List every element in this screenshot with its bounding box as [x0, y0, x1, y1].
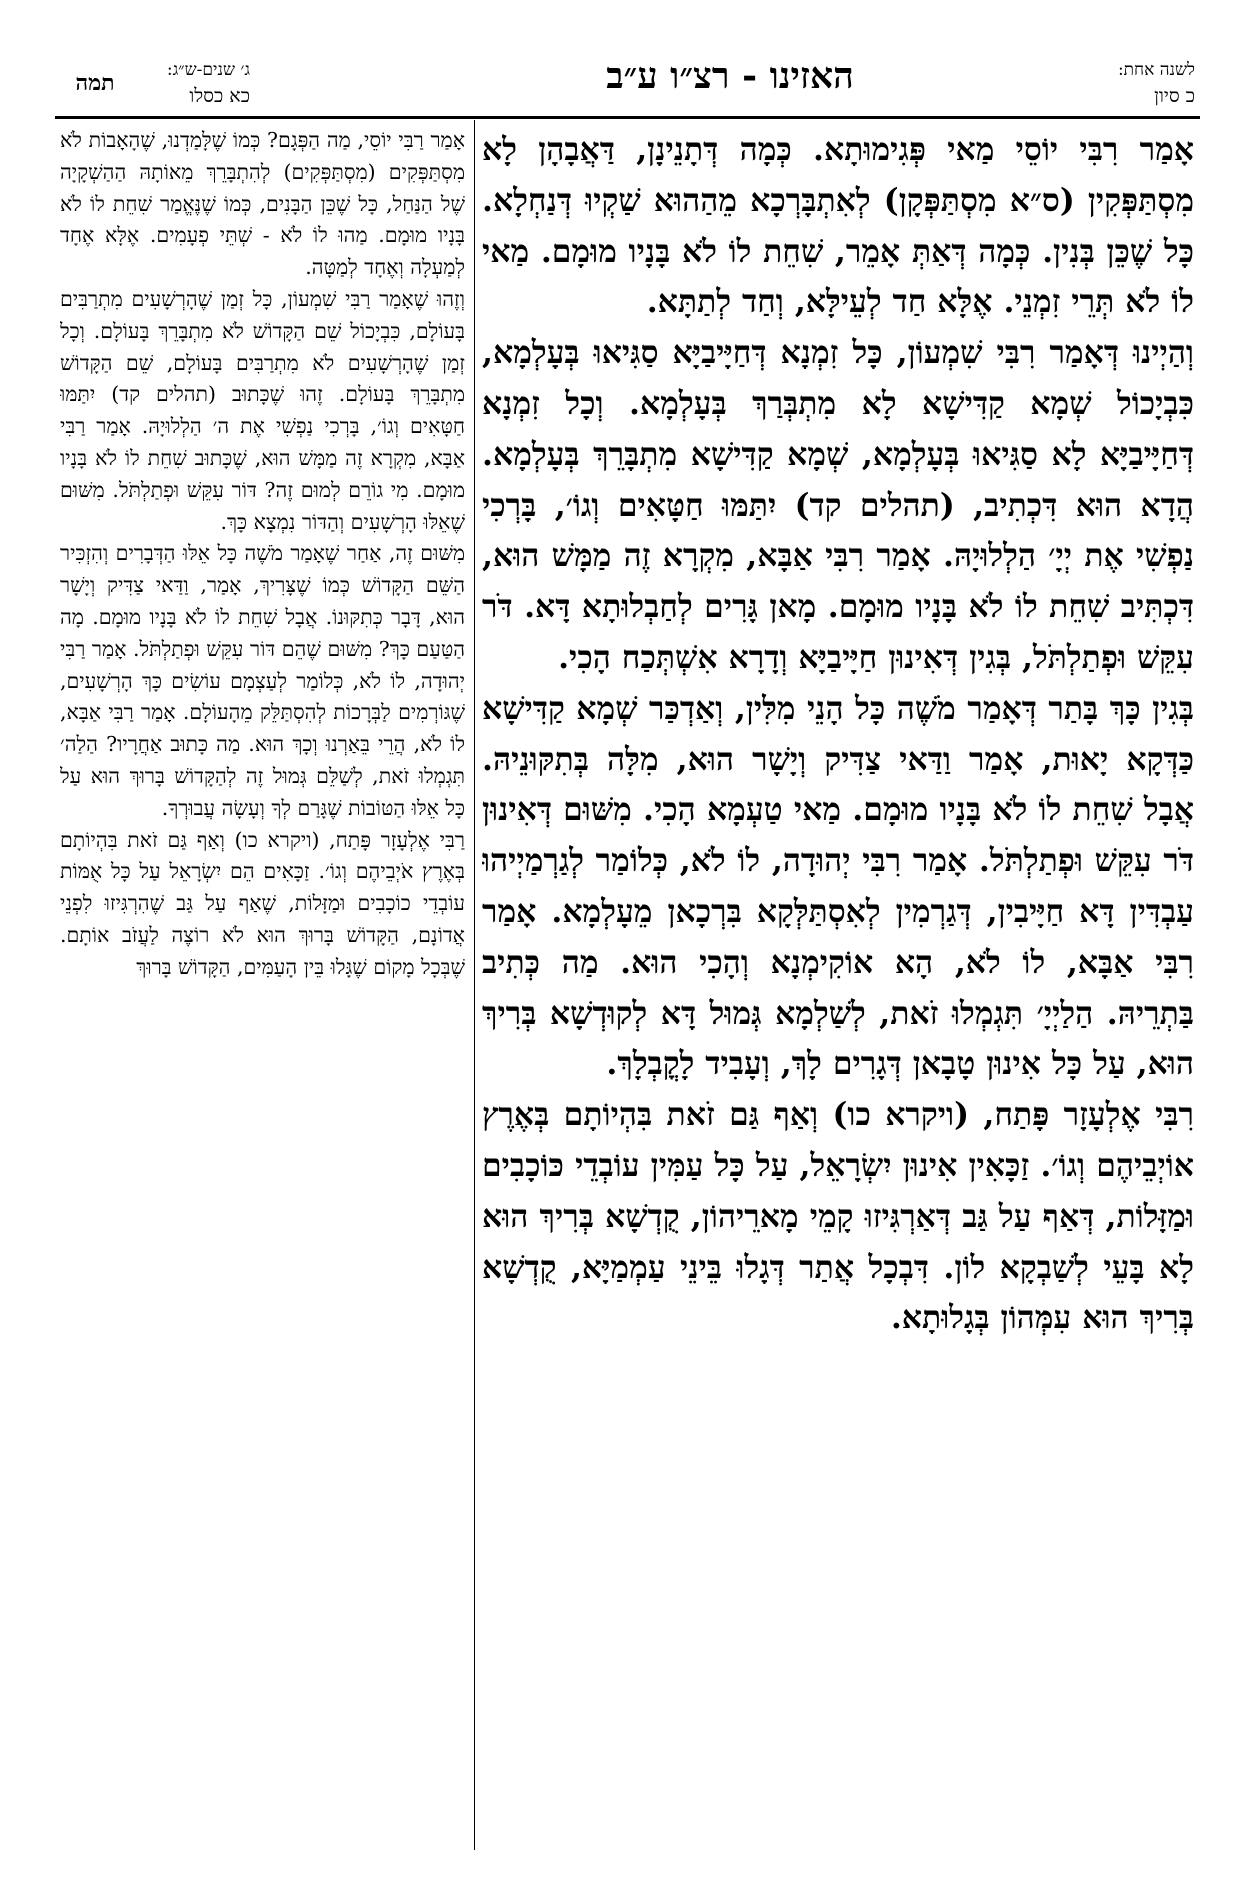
main-paragraph: אָמַר רִבִּי יוֹסֵי מַאי פְּגִימוּתָא. כְּמָה דְּתָנֵינָן, דַּאֲבָהָן לָא מִסְתַּפְּקִין (ס״א מִסְתַּפְּקָן) לְאִתְבָּרְכָא מֵהַהוּא שַׁקְיוּ דְּנַחְלָא. כָּל שֶׁכֵּן בְּנִין. כְּמָה דְּאַתְּ אָמֵר, שִׁחֵת לוֹ לֹא בָּנָיו מוּמָם. מַאי לוֹ לֹא תְּרֵי זִמְנֵי. אֶלָּא חַד לְעֵילָּא, וְחַד לְתַתָּא. — [482, 131, 1194, 321]
header-left-top: ג׳ שנים-ש״ג: — [166, 60, 250, 80]
main-text-column — [482, 125, 1194, 1840]
main-paragraph: בְּגִין כָּךְ בָּתַר דְּאָמַר מֹשֶׁה כָּל הָנֵי מִלִּין, וְאַדְכַּר שְׁמָא קַדִּישָׁא כַּדְּקָא יָאוּת, אָמַר וַדַּאי צַדִּיק וְיָשָׁר הוּא, מִלָּה בְּתִקּוּנֵיהּ. אֲבָל שִׁחֵת לוֹ לֹא בָּנָיו מוּמָם. מַאי טַעְמָא הָכִי. מִשּׁוּם דְּאִינוּן דֹּר עִקֵּשׁ וּפְתַלְתֹּל. אָמַר רִבִּי יְהוּדָה, לוֹ לֹא, כְּלוֹמַר לְגַרְמַיְיהוּ עַבְדִּין דָּא חַיָּיבִין, דְּגַרְמִין לְאִסְתַּלְּקָא בִּרְכָאן מֵעָלְמָא. אָמַר רִבִּי אַבָּא, לוֹ לֹא, הָא אוֹקִימְנָא וְהָכִי הוּא. מַה כְּתִיב בַּתְרֵיהּ. הַלַיְיָ׳ תִּגְמְלוּ זֹאת, לְשַׁלְמָא גְּמוּל דָּא לְקוּדְשָׁא בְּרִיךְ הוּא, עַל כָּל אִינוּן טָבָאן דְּגָרִים לָךְ, וְעָבִיד לָקֳבְלָךְ. — [482, 689, 1194, 1083]
translation-paragraph: וְזֶהוּ שֶׁאָמַר רַבִּי שִׁמְעוֹן, כָּל זְמַן שֶׁהָרְשָׁעִים מִתְרַבִּים בָּעוֹלָם, כִּבְיָכוֹל שֵׁם הַקָּדוֹשׁ לֹא מִתְבָּרֵךְ בָּעוֹלָם. וְכָל זְמַן שֶׁהָרְשָׁעִים לֹא מִתְרַבִּים בָּעוֹלָם, שֵׁם הַקָּדוֹשׁ מִתְבָּרֵךְ בָּעוֹלָם. זֶהוּ שֶׁכָּתוּב (תהלים קד) יִתַּמּוּ חַטָּאִים וְגוֹ׳, בָּרְכִי נַפְשִׁי אֶת ה׳ הַלְלוּיָהּ. אָמַר רַבִּי אַבָּא, מִקְרָא זֶה מַמָּשׁ הוּא, שֶׁכָּתוּב שִׁחֵת לוֹ לֹא בָּנָיו מוּמָם. מִי גוֹרֵם לְמוּם זֶה? דּוֹר עִקֵּשׁ וּפְתַלְתֹּל. מִשּׁוּם שֶׁאֵלּוּ הָרְשָׁעִים וְהַדּוֹר נִמְצָא כָּךְ. — [60, 286, 465, 534]
header-divider — [55, 116, 1200, 119]
column-divider — [474, 120, 475, 1850]
translation-column — [60, 125, 465, 1845]
translation-paragraph: רַבִּי אֶלְעָזָר פָּתַח, (ויקרא כו) וְאַף גַּם זֹאת בִּהְיוֹתָם בְּאֶרֶץ אֹיְבֵיהֶם וְגוֹ׳. זַכָּאִים הֵם יִשְׂרָאֵל עַל כָּל אֻמּוֹת עוֹבְדֵי כוֹכָבִים וּמַזָּלוֹת, שֶׁאַף עַל גַּב שֶׁהִרְגִּיזוּ לִפְנֵי אֲדוֹנָם, הַקָּדוֹשׁ בָּרוּךְ הוּא לֹא רוֹצֶה לַעֲזֹב אוֹתָם. שֶׁבְּכָל מָקוֹם שֶׁגָּלוּ בֵּין הָעַמִּים, הַקָּדוֹשׁ בָּרוּךְ — [60, 827, 465, 979]
page-title: האזינו - רצ״ו ע״ב — [606, 55, 854, 97]
translation-paragraph: אָמַר רַבִּי יוֹסֵי, מַה הַפְּגָם? כְּמוֹ שֶׁלָּמַדְנוּ, שֶׁהָאָבוֹת לֹא מִסְתַּפְּקִים (מִסְתַּפְּקִים) לְהִתְבָּרֵךְ מֵאוֹתָהּ הַהַשְׁקָיָה שֶׁל הַנַּחַל, כָּל שֶׁכֵּן הַבָּנִים, כְּמוֹ שֶׁנֶּאֱמַר שִׁחֵת לוֹ לֹא בָּנָיו מוּמָם. מַהוּ לוֹ לֹא - שְׁתֵּי פְעָמִים. אֶלָּא אֶחָד לְמַעְלָה וְאֶחָד לְמַטָּה. — [60, 128, 465, 280]
main-paragraph: רִבִּי אֶלְעָזָר פָּתַח, (ויקרא כו) וְאַף גַּם זֹאת בִּהְיוֹתָם בְּאֶרֶץ אוֹיְבֵיהֶם וְגוֹ׳. זַכָּאִין אִינוּן יִשְׂרָאֵל, עַל כָּל עַמִּין עוֹבְדֵי כּוֹכָבִים וּמַזָּלוֹת, דְּאַף עַל גַּב דְּאַרְגִּיזוּ קָמֵי מָארֵיהוֹן, קֻדְשָׁא בְּרִיךְ הוּא לָא בָּעֵי לְשַׁבְקָא לוֹן. דִּבְכָל אֲתַר דְּגָלוּ בֵּינֵי עַמְמַיָּא, קֻדְשָׁא בְּרִיךְ הוּא עִמְּהוֹן בְּגָלוּתָא. — [482, 1096, 1194, 1337]
header-right-top: לשנה אחת: — [1117, 60, 1195, 80]
header-right-bottom: כ סיון — [1154, 85, 1195, 107]
main-paragraph: וְהַיְינוּ דְּאָמַר רִבִּי שִׁמְעוֹן, כָּל זִמְנָא דְּחַיָּיבַיָּא סַגִּיאוּ בְּעָלְמָא, כִּבְיָכוֹל שְׁמָא קַדִּישָׁא לָא מִתְבְּרַךְ בְּעָלְמָא. וְכָל זִמְנָא דְּחַיָּיבַיָּא לָא סַגִּיאוּ בְּעָלְמָא, שְׁמָא קַדִּישָׁא מִתְבָּרֵךְ בְּעָלְמָא. הֲדָא הוּא דִּכְתִיב, (תהלים קד) יִתַּמּוּ חַטָּאִים וְגוֹ׳, בָּרְכִי נַפְשִׁי אֶת יְיָ׳ הַלְלוּיָהּ. אָמַר רִבִּי אַבָּא, מִקְרָא זֶה מַמָּשׁ הוּא, דִּכְתִּיב שִׁחֵת לוֹ לֹא בָּנָיו מוּמָם. מָאן גָּרִים לְחַבְלוּתָא דָּא. דֹּר עִקֵּשׁ וּפְתַלְתֹּל, בְּגִין דְּאִינוּן חַיָּיבַיָּא וְדָרָא אִשְׁתְּכַח הָכִי. — [482, 334, 1194, 676]
page-number: תמה — [75, 70, 115, 96]
translation-paragraph: מִשּׁוּם זֶה, אַחַר שֶׁאָמַר מֹשֶׁה כָּל אֵלּוּ הַדְּבָרִים וְהִזְכִּיר הַשֵּׁם הַקָּדוֹשׁ כְּמוֹ שֶׁצָּרִיךְ, אָמַר, וַדַּאי צַדִּיק וְיָשָׁר הוּא, דָּבָר כְּתִקּוּנוֹ. אֲבָל שִׁחֵת לוֹ לֹא בָּנָיו מוּמָם. מָה הַטַּעַם כָּךְ? מִשּׁוּם שֶׁהֵם דּוֹר עִקֵּשׁ וּפְתַלְתֹּל. אָמַר רַבִּי יְהוּדָה, לוֹ לֹא, כְּלוֹמַר לְעַצְמָם עוֹשִׂים כָּךְ הָרְשָׁעִים, שֶׁגּוֹרְמִים לַבְּרָכוֹת לְהִסְתַּלֵּק מֵהָעוֹלָם. אָמַר רַבִּי אַבָּא, לוֹ לֹא, הֲרֵי בֵּאַרְנוּ וְכָךְ הוּא. מַה כָּתוּב אַחֲרָיו? הַלַה׳ תִּגְמְלוּ זֹאת, לְשַׁלֵּם גְּמוּל זֶה לְהַקָּדוֹשׁ בָּרוּךְ הוּא עַל כָּל אֵלּוּ הַטּוֹבוֹת שֶׁגָּרַם לְךָ וְעָשָׂה עֲבוּרְךָ. — [60, 541, 465, 820]
header-left-bottom: כא כסלו — [189, 85, 250, 107]
